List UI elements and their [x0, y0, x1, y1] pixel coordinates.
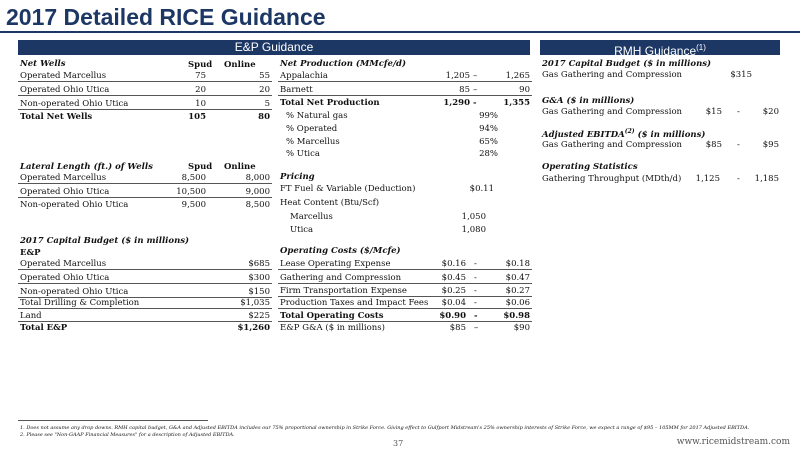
- row-value: $1,035: [240, 298, 270, 308]
- row-label: Land: [20, 311, 42, 321]
- row-label: Gas Gathering and Compression: [542, 107, 683, 117]
- row-label: Operated Ohio Utica: [20, 187, 110, 197]
- row-label: E&P G&A ($ in millions): [280, 323, 385, 333]
- row-online: 80: [258, 112, 270, 122]
- row-online: 9,000: [245, 187, 270, 197]
- row-label: Total Drilling & Completion: [20, 298, 140, 308]
- row-sep: –: [473, 71, 478, 81]
- row-value: $685: [248, 259, 270, 269]
- row-high: $20: [762, 107, 779, 117]
- pricing-ft-row: [278, 183, 532, 195]
- row-value: $0.11: [469, 184, 494, 194]
- row-low: $15: [705, 107, 722, 117]
- row-high: 90: [519, 85, 530, 95]
- row-label: Total Net Wells: [20, 112, 93, 122]
- pricing-heat-row: [278, 197, 532, 209]
- row-low: $0.45: [441, 273, 466, 283]
- row-spud: 75: [195, 71, 206, 81]
- net-wells-row: [18, 98, 272, 110]
- row-label: % Operated: [286, 124, 338, 134]
- row-online: 20: [259, 85, 270, 95]
- net-wells-row: [18, 84, 272, 96]
- row-label: Operated Ohio Utica: [20, 85, 110, 95]
- row-spud: 105: [188, 112, 206, 122]
- net-prod-header: Net Production (MMcfe/d): [280, 59, 407, 69]
- row-sep: -: [474, 286, 477, 296]
- row-high: $0.06: [505, 298, 530, 308]
- ebitda-header-text: Adjusted EBITDA: [542, 129, 625, 140]
- net-prod-row: [278, 70, 532, 82]
- row-low: 1,205: [445, 71, 470, 81]
- row-online: 5: [264, 99, 270, 109]
- row-sep: -: [473, 98, 477, 108]
- row-sep: -: [737, 174, 740, 184]
- row-spud: 10: [195, 99, 206, 109]
- row-value: $300: [248, 273, 270, 283]
- footnote-divider: [18, 420, 208, 421]
- opcosts-row: [278, 297, 532, 309]
- rmh-capex-header: 2017 Capital Budget ($ in millions): [542, 59, 712, 69]
- row-spud: 9,500: [181, 200, 206, 210]
- net-wells-total-row: [18, 111, 272, 123]
- net-prod-row: [278, 84, 532, 96]
- lateral-col-spud: Spud: [188, 162, 213, 172]
- row-label: Firm Transportation Expense: [280, 286, 407, 296]
- net-wells-row: [18, 70, 272, 82]
- row-sep: -: [474, 259, 477, 269]
- row-low: $0.25: [441, 286, 466, 296]
- capex-row: [18, 272, 272, 284]
- opcosts-total-row: [278, 310, 532, 322]
- row-sep: -: [474, 273, 477, 283]
- lateral-row: [18, 199, 272, 211]
- lateral-row: [18, 186, 272, 198]
- net-prod-pct-row: [278, 136, 532, 148]
- row-sep: -: [474, 311, 478, 321]
- net-wells-header: Net Wells: [20, 59, 66, 69]
- row-low: 1,290: [443, 98, 470, 108]
- row-label: Barnett: [280, 85, 313, 95]
- row-label: Total Net Production: [280, 98, 380, 108]
- row-value: 65%: [479, 137, 498, 147]
- rmh-footnote-ref: (1): [696, 43, 706, 52]
- row-high: $0.47: [505, 273, 530, 283]
- row-low: 1,125: [695, 174, 720, 184]
- row-value: $1,260: [237, 323, 270, 333]
- row-online: 55: [259, 71, 270, 81]
- rmh-capex-row: [540, 69, 780, 81]
- row-label: Production Taxes and Impact Fees: [280, 298, 429, 308]
- row-label: Heat Content (Btu/Scf): [280, 198, 380, 208]
- row-label: Non-operated Ohio Utica: [20, 287, 129, 297]
- row-value: 28%: [479, 149, 498, 159]
- ebitda-footnote-ref: (2): [624, 128, 635, 135]
- row-sep: -: [737, 107, 740, 117]
- row-value: 94%: [479, 124, 498, 134]
- row-value: 1,080: [461, 225, 486, 235]
- row-label: Non-operated Ohio Utica: [20, 99, 129, 109]
- rmh-ga-header: G&A ($ in millions): [542, 96, 635, 106]
- row-low: $0.04: [441, 298, 466, 308]
- rmh-ops-header: Operating Statistics: [542, 162, 638, 172]
- rmh-ops-row: [540, 173, 780, 185]
- row-label: Total E&P: [20, 323, 68, 333]
- capex-sub-header: E&P: [20, 248, 41, 258]
- row-label: % Utica: [286, 149, 320, 159]
- row-spud: 20: [195, 85, 206, 95]
- row-label: % Marcellus: [286, 137, 340, 147]
- row-label: Operated Marcellus: [20, 173, 107, 183]
- row-label: Gas Gathering and Compression: [542, 70, 683, 80]
- row-label: Gathering and Compression: [280, 273, 402, 283]
- rmh-guidance-band: [540, 40, 780, 58]
- row-spud: 10,500: [176, 187, 206, 197]
- row-online: 8,500: [245, 200, 270, 210]
- capex-row: [18, 310, 272, 322]
- row-value: 1,050: [461, 212, 486, 222]
- rmh-ga-row: [540, 106, 780, 118]
- row-spud: 8,500: [181, 173, 206, 183]
- ebitda-header-suffix: ($ in millions): [637, 129, 706, 140]
- rmh-ebitda-row: [540, 139, 780, 151]
- opcosts-row: [278, 272, 532, 284]
- row-label: Gas Gathering and Compression: [542, 140, 683, 150]
- row-label: Marcellus: [290, 212, 333, 222]
- row-label: FT Fuel & Variable (Deduction): [280, 184, 416, 194]
- row-high: $0.18: [505, 259, 530, 269]
- row-label: Total Operating Costs: [280, 311, 384, 321]
- capex-header: 2017 Capital Budget ($ in millions): [20, 236, 190, 246]
- capex-row: [18, 258, 272, 270]
- row-label: Lease Operating Expense: [280, 259, 391, 269]
- row-label: Appalachia: [280, 71, 328, 81]
- row-low: $85: [705, 140, 722, 150]
- opcosts-row: [278, 258, 532, 270]
- ep-guidance-label: E&P Guidance: [234, 40, 314, 54]
- lateral-row: [18, 172, 272, 184]
- opcosts-header: Operating Costs ($/Mcfe): [280, 246, 401, 256]
- row-high: 1,355: [503, 98, 530, 108]
- opcosts-row: [278, 285, 532, 297]
- row-label: Utica: [290, 225, 314, 235]
- pricing-header: Pricing: [280, 172, 315, 182]
- net-prod-pct-row: [278, 148, 532, 160]
- net-prod-pct-row: [278, 110, 532, 122]
- footnote-2: 2. Please see "Non-GAAP Financial Measures" for a description of Adjusted EBITDA.: [20, 432, 235, 438]
- net-wells-col-online: Online: [224, 60, 256, 70]
- row-low: $0.16: [441, 259, 466, 269]
- capex-total-row: [18, 322, 272, 334]
- row-low: $85: [449, 323, 466, 333]
- row-label: % Natural gas: [286, 111, 348, 121]
- row-sep: –: [473, 85, 478, 95]
- row-value: 99%: [479, 111, 498, 121]
- row-value: $150: [248, 287, 270, 297]
- opcosts-ga-row: [278, 322, 532, 334]
- net-wells-col-spud: Spud: [188, 60, 213, 70]
- row-online: 8,000: [245, 173, 270, 183]
- row-label: Operated Ohio Utica: [20, 273, 110, 283]
- footnote-1: 1. Does not assume any drop downs. RMH capital budget, G&A and Adjusted EBITDA includes our 75% proportional ownership in Strike Force. Giving effect to Gulfport Midstream's 25% ownership interests of Strike Force, we expect a range of $95 – 105MM for 2017 Adjusted EBITDA.: [20, 425, 750, 431]
- pricing-heat-sub-row: [278, 224, 532, 236]
- capex-row: [18, 297, 272, 309]
- row-sep: -: [474, 298, 477, 308]
- row-high: $0.27: [505, 286, 530, 296]
- row-high: $90: [513, 323, 530, 333]
- net-prod-pct-row: [278, 123, 532, 135]
- row-low: $0.90: [439, 311, 466, 321]
- ep-guidance-band: [18, 40, 530, 55]
- row-value: $225: [248, 311, 270, 321]
- website-url: www.ricemidstream.com: [676, 437, 790, 447]
- row-high: 1,265: [505, 71, 530, 81]
- row-high: $0.98: [503, 311, 530, 321]
- title-rule: [0, 31, 800, 33]
- row-high: $95: [762, 140, 779, 150]
- rmh-guidance-label: RMH Guidance: [614, 44, 697, 58]
- row-sep: -: [737, 140, 740, 150]
- page-number: 37: [393, 439, 404, 448]
- row-low: 85: [459, 85, 470, 95]
- row-label: Operated Marcellus: [20, 71, 107, 81]
- row-label: Operated Marcellus: [20, 259, 107, 269]
- lateral-header: Lateral Length (ft.) of Wells: [20, 162, 153, 172]
- net-prod-total-row: [278, 97, 532, 109]
- pricing-heat-sub-row: [278, 211, 532, 223]
- lateral-col-online: Online: [224, 162, 256, 172]
- row-sep: –: [474, 323, 479, 333]
- row-label: Gathering Throughput (MDth/d): [542, 174, 682, 184]
- row-value: $315: [730, 70, 752, 80]
- row-label: Non-operated Ohio Utica: [20, 200, 129, 210]
- row-high: 1,185: [754, 174, 779, 184]
- page-title: 2017 Detailed RICE Guidance: [6, 4, 326, 30]
